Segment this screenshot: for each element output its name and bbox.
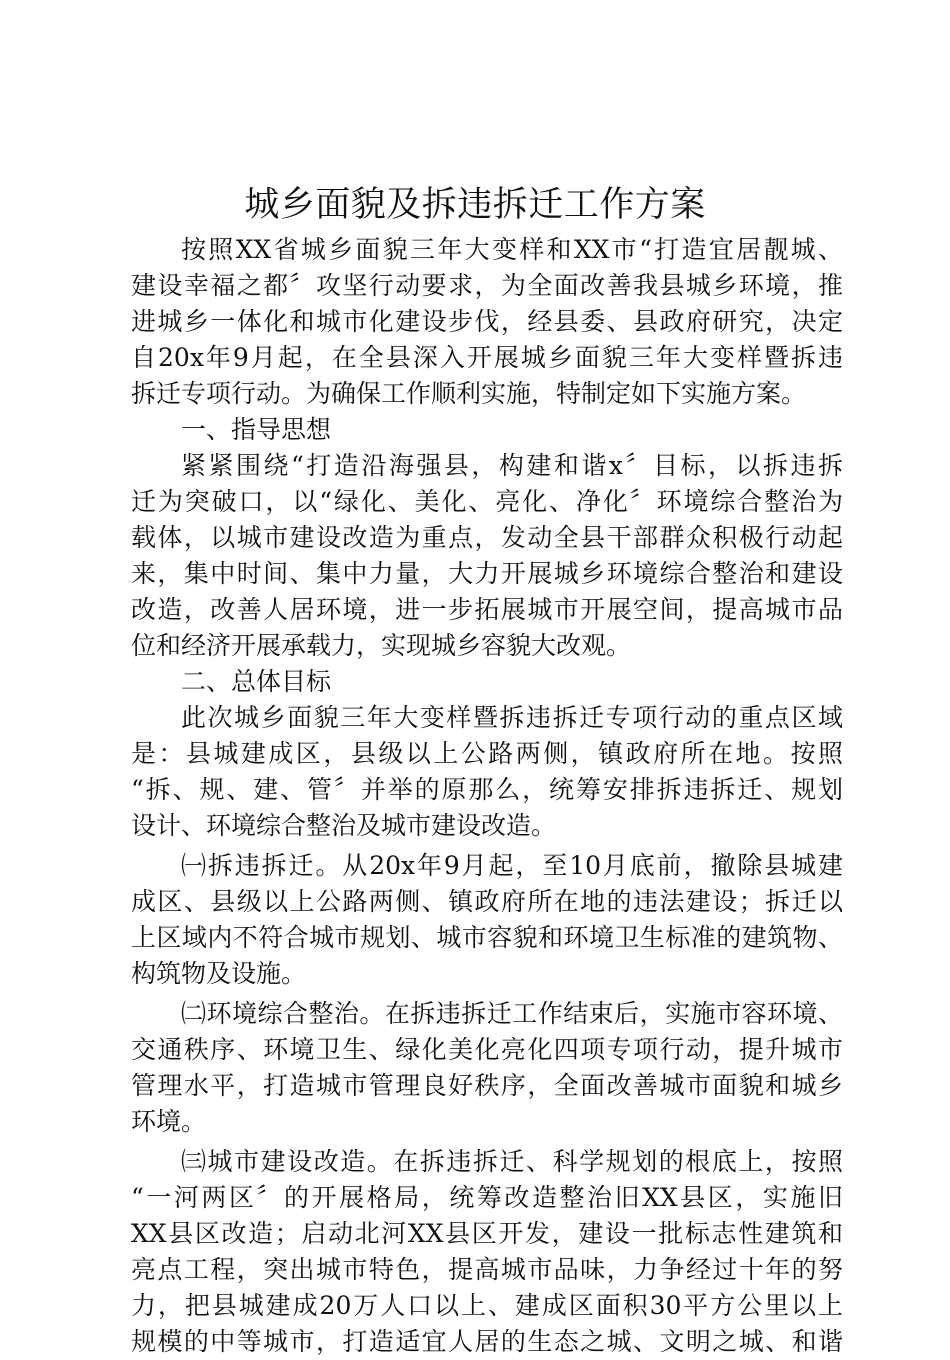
text-line: 自20x年9月起，在全县深入开展城乡面貌三年大变样暨拆违 <box>131 343 843 372</box>
text-line: ㈠拆违拆迁。从20x年9月起，至10月底前，撤除县城建 <box>181 851 843 880</box>
text-line: 环境。 <box>131 1107 207 1136</box>
text-line: 迁为突破口，以“绿化、美化、亮化、净化〞环境综合整治为 <box>131 487 843 516</box>
text-line: “一河两区〞的开展格局，统筹改造整治旧XX县区，实施旧 <box>131 1183 843 1212</box>
text-line: 载体，以城市建设改造为重点，发动全县干部群众积极行动起 <box>131 523 843 552</box>
text-line: 二、总体目标 <box>181 667 332 696</box>
document-body <box>131 232 843 1360</box>
text-line: 来，集中时间、集中力量，大力开展城乡环境综合整治和建设 <box>131 559 843 588</box>
text-line: 是：县城建成区，县级以上公路两侧，镇政府所在地。按照 <box>131 739 843 768</box>
text-line: XX县区改造；启动北河XX县区开发，建设一批标志性建筑和 <box>131 1219 843 1248</box>
text-line: 规模的中等城市，打造适宜人居的生态之城、文明之城、和谐 <box>131 1327 843 1356</box>
text-line: 一、指导思想 <box>181 415 332 444</box>
text-line: 构筑物及设施。 <box>131 959 307 988</box>
text-line: 改造，改善人居环境，进一步拓展城市开展空间，提高城市品 <box>131 595 843 624</box>
text-line: 位和经济开展承载力，实现城乡容貌大改观。 <box>131 631 632 660</box>
text-line: 成区、县级以上公路两侧、镇政府所在地的违法建设；拆迁以 <box>131 887 843 916</box>
text-line: 交通秩序、环境卫生、绿化美化亮化四项专项行动，提升城市 <box>131 1035 843 1064</box>
text-line: 力，把县城建成20万人口以上、建成区面积30平方公里以上 <box>131 1291 843 1320</box>
text-line: 此次城乡面貌三年大变样暨拆违拆迁专项行动的重点区域 <box>181 703 843 732</box>
text-line: ㈢城市建设改造。在拆违拆迁、科学规划的根底上，按照 <box>181 1147 843 1176</box>
text-line: “拆、规、建、管〞并举的原那么，统筹安排拆违拆迁、规划 <box>131 775 843 804</box>
text-line: 进城乡一体化和城市化建设步伐，经县委、县政府研究，决定 <box>131 307 843 336</box>
text-line: 管理水平，打造城市管理良好秩序，全面改善城市面貌和城乡 <box>131 1071 843 1100</box>
text-line: 按照XX省城乡面貌三年大变样和XX市“打造宜居靓城、 <box>181 235 843 264</box>
document-title: 城乡面貌及拆违拆迁工作方案 <box>244 185 706 225</box>
text-line: ㈡环境综合整治。在拆违拆迁工作结束后，实施市容环境、 <box>181 999 843 1028</box>
text-line: 紧紧围绕“打造沿海强县，构建和谐x〞目标，以拆违拆 <box>181 451 843 480</box>
text-line: 拆迁专项行动。为确保工作顺利实施，特制定如下实施方案。 <box>131 379 807 408</box>
text-line: 设计、环境综合整治及城市建设改造。 <box>131 811 557 840</box>
text-line: 上区域内不符合城市规划、城市容貌和环境卫生标准的建筑物、 <box>131 923 843 952</box>
text-line: 建设幸福之都〞攻坚行动要求，为全面改善我县城乡环境，推 <box>131 271 843 300</box>
text-line: 亮点工程，突出城市特色，提高城市品味，力争经过十年的努 <box>131 1255 843 1284</box>
